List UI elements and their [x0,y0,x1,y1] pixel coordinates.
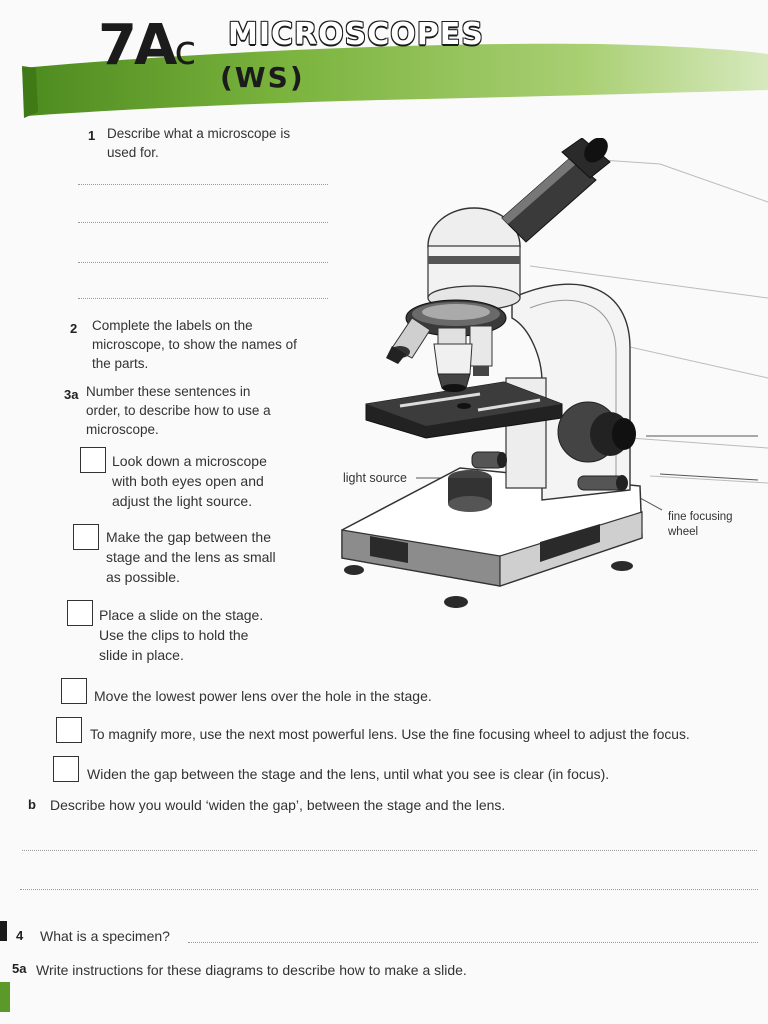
q1-line: used for. [107,145,159,160]
order-box-4[interactable] [61,678,87,704]
q2-number: 2 [70,321,78,336]
answer-line[interactable] [78,298,328,299]
order-box-5[interactable] [56,717,82,743]
step-line: Look down a microscope [112,453,267,469]
microscope-diagram [330,138,768,616]
eyepiece-tube [502,138,613,242]
label-line-text: wheel [668,526,699,538]
light-source [448,470,492,512]
step-line: with both eyes open and [112,473,264,489]
q4-text: What is a specimen? [40,928,170,944]
q3a-line: order, to describe how to use a [86,403,271,418]
objective-lens-high [470,326,492,376]
step-text [112,451,267,511]
q4-number: 4 [16,928,24,943]
label-line [660,164,768,202]
step-line: Use the clips to hold the [99,627,249,643]
q2-line: the parts. [92,356,149,371]
topic-code: 7Ac [98,13,194,78]
step-line: slide in place. [99,647,184,663]
q3b-number: b [28,797,36,812]
margin-marker-green [0,982,10,1012]
label-line-text: fine focusing [668,511,733,523]
q3a-number: 3a [64,387,79,402]
label-line [630,438,768,448]
q2-text [92,316,297,373]
label-fine-focusing-wheel [668,510,733,540]
page-title: MICROSCOPES [228,17,484,52]
step-text [99,605,263,665]
answer-line[interactable] [20,889,758,890]
page-subtitle: (WS) [220,61,305,94]
order-box-3[interactable] [67,600,93,626]
answer-line[interactable] [188,942,758,943]
q1-line: Describe what a microscope is [107,126,291,141]
step-line: Place a slide on the stage. [99,607,264,623]
q2-line: microscope, to show the names of [92,337,297,352]
stage-knob [472,452,507,468]
step-text [106,527,276,587]
q3a-line: Number these sentences in [86,384,251,399]
q3b-text: Describe how you would ‘widen the gap’, between the stage and the lens. [50,797,506,813]
step-text: Move the lowest power lens over the hole in the stage. [94,688,432,704]
objective-lens-front [434,344,472,392]
step-text: Widen the gap between the stage and the lens, until what you see is clear (in focus). [87,766,610,782]
margin-marker [0,921,7,941]
q3a-text [86,382,271,439]
q1-text [107,124,290,162]
answer-line[interactable] [78,222,328,223]
q5a-number: 5a [12,961,27,976]
q5a-text: Write instructions for these diagrams to describe how to make a slide. [36,962,467,978]
order-box-6[interactable] [53,756,79,782]
step-line: as possible. [106,569,180,585]
order-box-1[interactable] [80,447,106,473]
fine-focus-knob [578,475,628,491]
label-light-source: light source [343,471,407,485]
step-text: To magnify more, use the next most powerful lens. Use the fine focusing wheel to adjust the focus. [90,727,690,742]
step-line: adjust the light source. [112,493,253,509]
step-line: Make the gap between the [106,529,272,545]
answer-line[interactable] [78,184,328,185]
order-box-2[interactable] [73,524,99,550]
q1-number: 1 [88,128,96,143]
q2-line: Complete the labels on the [92,318,253,333]
answer-line[interactable] [22,850,757,851]
step-line: stage and the lens as small [106,549,276,565]
answer-line[interactable] [78,262,328,263]
microscope-head [428,208,520,310]
q3a-line: microscope. [86,422,159,437]
